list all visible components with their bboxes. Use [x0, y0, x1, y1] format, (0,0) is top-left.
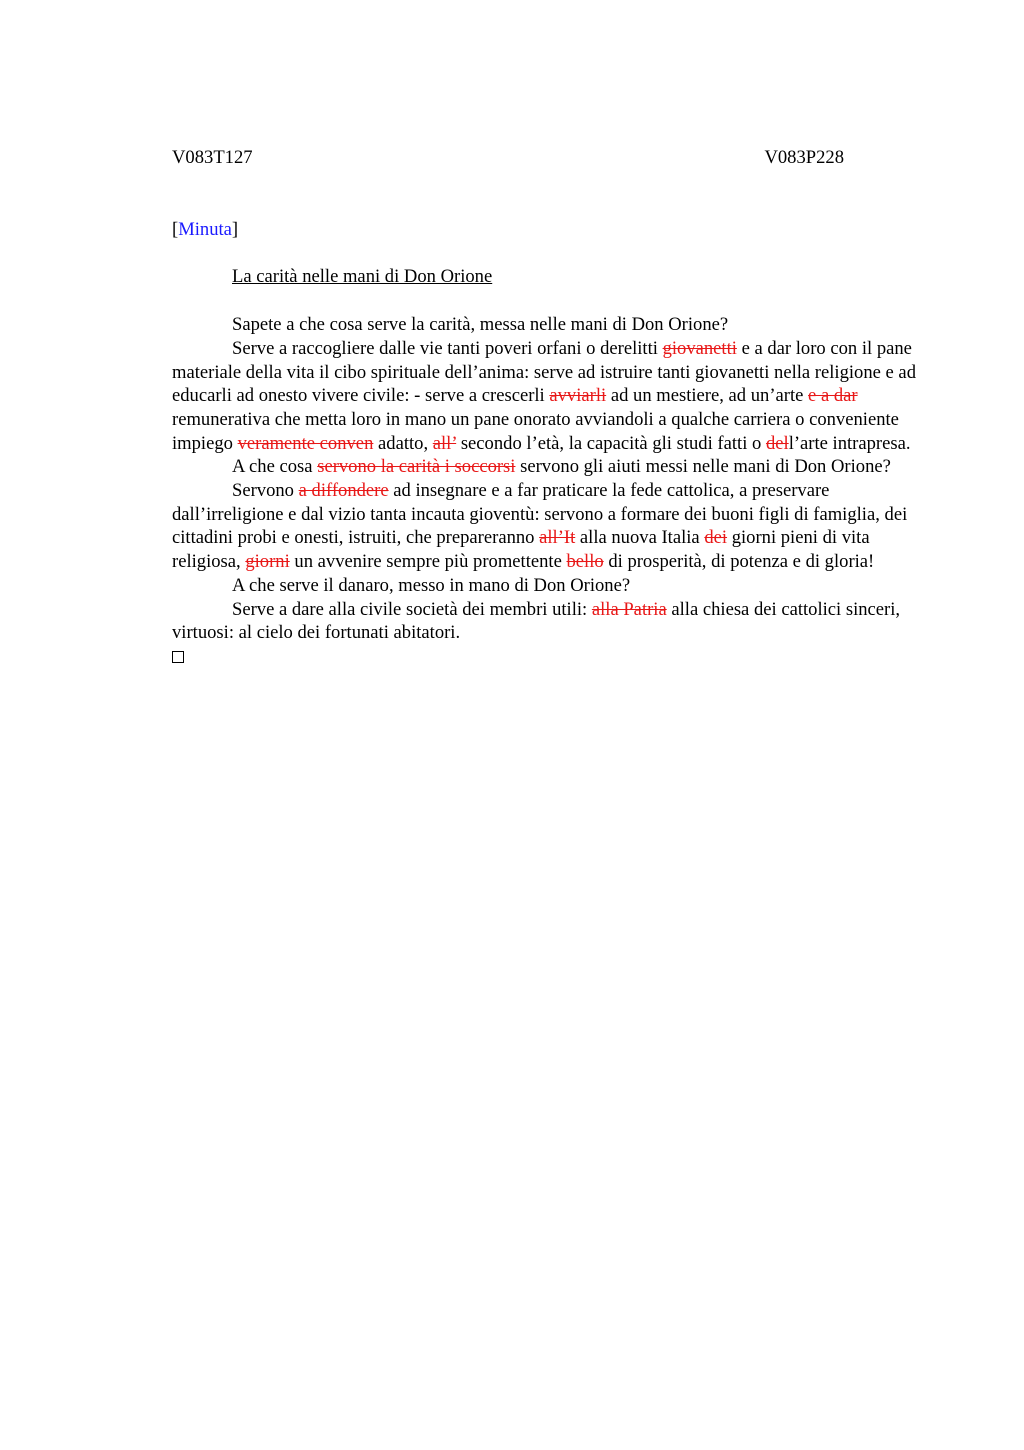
- document-header: [172, 146, 844, 170]
- deleted-text: giorni: [245, 551, 290, 573]
- paragraph-text: A che serve il danaro, messo in mano di Don Orione?: [232, 574, 631, 596]
- document-page: [172, 146, 932, 670]
- square-icon: [172, 651, 184, 663]
- document-title: [172, 265, 932, 289]
- deleted-text: bello: [566, 551, 604, 573]
- paragraph-text: e a dar loro con il pane materiale della vita il cibo spirituale dell’anima: serve ad istruire tanti giovanetti nella religione e ad educarli ad onesto vivere civile: - serve a crescerli: [172, 337, 916, 407]
- paragraph-text: Serve a raccogliere dalle vie tanti poveri orfani o derelitti: [232, 337, 663, 359]
- deleted-text: del: [765, 432, 789, 454]
- document-code-left: V083T127: [172, 147, 253, 168]
- paragraph-text: alla nuova Italia: [575, 527, 705, 549]
- document-title-text: La carità nelle mani di Don Orione: [232, 266, 493, 288]
- deleted-text: avviarli: [549, 385, 607, 407]
- body-paragraph: [172, 598, 932, 645]
- minuta-label: [172, 218, 932, 242]
- body-paragraph: [172, 337, 932, 456]
- paragraph-text: remunerativa che metta loro in mano un pane onorato avviandoli a qualche carriera o conveniente impiego: [172, 408, 899, 454]
- document-code-right: V083P228: [764, 147, 844, 168]
- deleted-text: e a dar: [808, 385, 858, 407]
- paragraph-text: adatto,: [373, 432, 433, 454]
- deleted-text: dei: [704, 527, 728, 549]
- paragraph-text: A che cosa: [232, 456, 318, 478]
- deleted-text: a diffondere: [298, 480, 389, 502]
- minuta-close-bracket: ]: [231, 218, 239, 240]
- body-paragraph: [172, 479, 932, 574]
- minuta-open-bracket: [: [172, 218, 179, 240]
- body-paragraph: [172, 455, 932, 479]
- deleted-text: all’It: [539, 527, 576, 549]
- body-paragraph: [172, 313, 932, 337]
- paragraph-text: ad un mestiere, ad un’arte: [606, 385, 809, 407]
- paragraph-text: Serve a dare alla civile società dei membri utili:: [232, 598, 592, 620]
- deleted-text: veramente conven: [237, 432, 374, 454]
- deleted-text: servono la carità i soccorsi: [317, 456, 516, 478]
- paragraph-text: Servono: [232, 480, 299, 502]
- deleted-text: all’: [432, 432, 457, 454]
- paragraph-text: alla chiesa dei cattolici sinceri, virtuosi: al cielo dei fortunati abitatori.: [172, 598, 901, 644]
- deleted-text: giovanetti: [662, 337, 737, 359]
- paragraph-text: l’arte intrapresa.: [788, 432, 911, 454]
- paragraph-text: giorni pieni di vita religiosa,: [172, 527, 870, 573]
- body-paragraph: [172, 574, 932, 598]
- minuta-link[interactable]: Minuta: [178, 218, 232, 240]
- paragraph-text: un avvenire sempre più promettente: [289, 551, 567, 573]
- paragraph-text: ad insegnare e a far praticare la fede cattolica, a preservare dall’irreligione e dal vizio tanta incauta gioventù: servono a formare dei buoni figli di famiglia, dei cittadini probi e onesti, istruiti, che prepareranno: [172, 480, 908, 549]
- paragraph-text: servono gli aiuti messi nelle mani di Don Orione?: [515, 456, 891, 478]
- paragraph-text: di prosperità, di potenza e di gloria!: [603, 551, 875, 573]
- paragraph-text: secondo l’età, la capacità gli studi fatti o: [456, 432, 766, 454]
- document-body: [172, 313, 932, 645]
- paragraph-text: Sapete a che cosa serve la carità, messa nelle mani di Don Orione?: [232, 314, 729, 336]
- deleted-text: alla Patria: [591, 598, 667, 620]
- end-of-text-marker: [172, 645, 932, 670]
